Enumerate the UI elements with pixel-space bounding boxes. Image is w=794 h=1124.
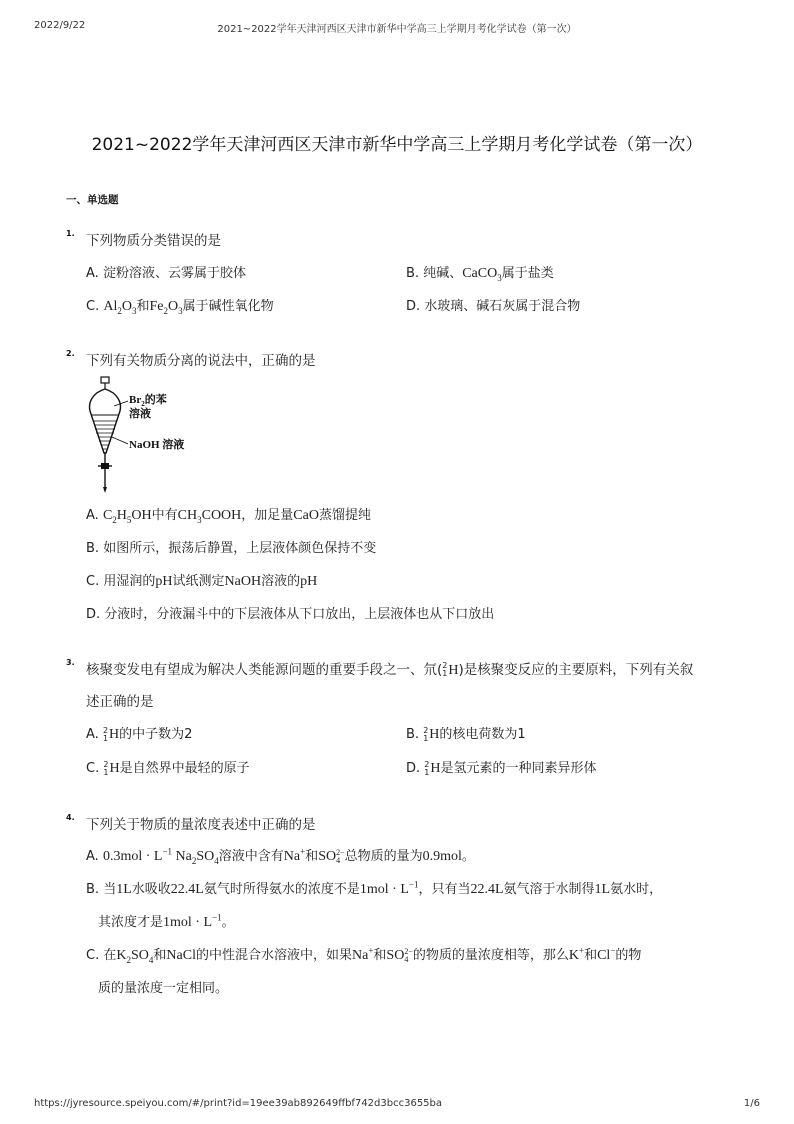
question-4-option-b[interactable]: B. 当1L水吸收22.4L氨气时所得氨水的浓度不是$1mol \cdot L^{-1}$，只有当22.4L氨气溶于水制得1L氨水时， [86, 879, 663, 897]
question-1-option-a[interactable] [86, 262, 246, 281]
question-4-option-c-line2: 质的量浓度一定相同。 [98, 981, 229, 996]
formula: $CH_3COOH$ [177, 508, 242, 525]
option-text: 。 [461, 849, 475, 864]
option-text: 是自然界中最轻的原子 [119, 761, 250, 776]
option-text: 如图所示，振荡后静置，上层液体颜色保持不变 [103, 541, 377, 556]
question-4-option-b-line2: 其浓度才是$1mol \cdot L^{-1}$。 [98, 912, 235, 930]
question-2-option-c[interactable] [86, 570, 317, 590]
formula: $C_2H_5OH$ [102, 508, 152, 525]
option-letter: A. [86, 849, 99, 864]
question-2-option-d[interactable] [86, 603, 494, 622]
formula: SO 2− 4 [318, 847, 345, 865]
footer-url[interactable]: https://jyresource.speiyou.com/#/print?id=19ee39ab892649ffbf742d3bcc3655ba [34, 1098, 443, 1109]
option-text: 的中子数为2 [119, 727, 193, 742]
nuclide-symbol: 2 1 [424, 759, 430, 777]
formula: Na+ [283, 846, 306, 864]
option-letter: C. [86, 948, 100, 963]
option-text: 溶液的 [261, 574, 301, 589]
option-letter: B. [86, 541, 100, 556]
question-3-option-a[interactable]: A. 2 1 H的中子数为2 [86, 725, 193, 743]
question-1-stem: 下列物质分类错误的是 [86, 233, 221, 249]
page-number: 1/6 [743, 1098, 760, 1109]
option-letter: A. [86, 266, 99, 281]
question-3-option-d[interactable]: D. 2 1 H是氢元素的一种同素异形体 [406, 759, 597, 777]
formula: pH [300, 574, 318, 589]
question-3-option-b[interactable]: B. 2 1 H的核电荷数为1 [406, 725, 526, 743]
question-1-option-b[interactable] [406, 262, 554, 282]
option-letter: D. [406, 761, 421, 776]
formula: $0.3mol \cdot L^{-1}$ $Na_2SO_4$ [102, 846, 219, 866]
question-3-number: 3. [66, 658, 75, 667]
option-letter: C. [86, 299, 100, 314]
option-letter: D. [86, 607, 101, 622]
question-2-option-b[interactable] [86, 537, 376, 556]
option-letter: A. [86, 508, 99, 523]
option-text: 溶液中含有 [218, 849, 284, 864]
option-text: 是氢元素的一种同素异形体 [440, 761, 597, 776]
question-1-number: 1. [66, 229, 75, 238]
figure-label-top: $Br_2$的苯 [129, 394, 167, 408]
option-text: 试纸测定 [172, 574, 225, 589]
option-text: 分液时，分液漏斗中的下层液体从下口放出，上层液体也从下口放出 [104, 607, 495, 622]
page-title: 2021~2022学年天津河西区天津市新华中学高三上学期月考化学试卷（第一次） [91, 135, 703, 155]
option-text: 属于碱性氧化物 [182, 299, 274, 314]
option-text: 水玻璃、碱石灰属于混合物 [424, 299, 581, 314]
question-4-number: 4. [66, 813, 75, 822]
option-letter: D. [406, 299, 421, 314]
question-3-stem-line1: 核聚变发电有望成为解决人类能源问题的重要手段之一、氘( 2 1 H)是核聚变反应的主要原料，下列有关叙 [86, 661, 694, 678]
formula: $Fe_2O_3$ [149, 299, 183, 316]
section-heading: 一、单选题 [66, 194, 119, 206]
option-letter: B. [86, 882, 100, 897]
formula: pH [155, 574, 173, 589]
option-text: 用湿润的 [103, 574, 156, 589]
option-text: 纯碱、 [423, 266, 463, 281]
formula: NaOH [224, 574, 262, 589]
question-3-option-c[interactable]: C. 2 1 H是自然界中最轻的原子 [86, 759, 250, 777]
question-1-option-c[interactable] [86, 295, 274, 315]
option-text: 总物质的量为 [344, 849, 423, 864]
question-2-option-a[interactable] [86, 504, 371, 524]
formula: CaCO$_3$ [462, 266, 502, 283]
question-2-stem: 下列有关物质分离的说法中，正确的是 [86, 353, 316, 369]
question-2-number: 2. [66, 349, 75, 358]
option-text: 中有 [151, 508, 178, 523]
print-header-title: 2021~2022学年天津河西区天津市新华中学高三上学期月考化学试卷（第一次） [217, 24, 577, 35]
option-text: 和 [305, 849, 319, 864]
option-text: 淀粉溶液、云雾属于胶体 [102, 266, 246, 281]
option-text: 的核电荷数为1 [439, 727, 526, 742]
nuclide-symbol: 2 1 [102, 725, 109, 743]
option-text: 属于盐类 [501, 266, 554, 281]
question-4-option-c[interactable]: C. 在$K_2SO_4$和NaCl的中性混合水溶液中，如果Na+和SO 2− 4 的物质的量浓度相等，那么K+和Cl−的物 [86, 945, 642, 965]
option-letter: B. [406, 266, 420, 281]
print-date: 2022/9/22 [34, 20, 86, 31]
figure-label-top-line2: 溶液 [129, 408, 151, 420]
separatory-funnel-figure [84, 375, 204, 497]
formula: $Al_2O_3$ [103, 299, 137, 316]
question-4-option-a[interactable] [86, 845, 475, 865]
question-4-stem: 下列关于物质的量浓度表述中正确的是 [86, 817, 316, 833]
figure-label-bottom: NaOH 溶液 [129, 439, 185, 451]
nuclide-symbol: 2 1 [103, 759, 109, 777]
formula: 0.9mol [422, 849, 462, 864]
question-3-stem-line2: 述正确的是 [86, 694, 154, 710]
option-letter: A. [86, 727, 99, 742]
option-text: 和 [136, 299, 150, 314]
option-letter: C. [86, 761, 100, 776]
question-1-option-d[interactable] [406, 295, 580, 314]
formula: CaO [293, 508, 319, 523]
nuclide-symbol: 2 1 [442, 661, 448, 678]
option-text: 蒸馏提纯 [318, 508, 371, 523]
option-text: ，加足量 [241, 508, 294, 523]
option-letter: B. [406, 727, 420, 742]
option-letter: C. [86, 574, 100, 589]
nuclide-symbol: 2 1 [423, 725, 429, 743]
